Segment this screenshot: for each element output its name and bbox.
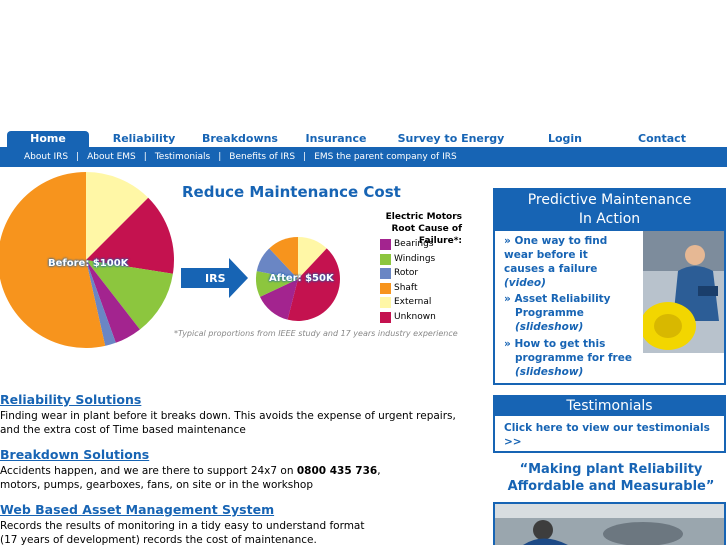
legend-swatch xyxy=(380,239,391,250)
asset-management-link[interactable]: Web Based Asset Management System xyxy=(0,502,275,517)
legend-item: Rotor xyxy=(380,268,418,279)
asset-management-description: Records the results of monitoring in a tidy easy to understand format (17 years of development) records the cost of maintenance. xyxy=(0,520,365,546)
tab-contact[interactable]: Contact xyxy=(638,132,686,145)
legend-swatch xyxy=(380,254,391,265)
legend-swatch xyxy=(380,268,391,279)
footnote: *Typical proportions from IEEE study and 17 years industry experience xyxy=(174,329,458,338)
legend-item: Windings xyxy=(380,254,435,265)
subnav-benefits[interactable]: Benefits of IRS xyxy=(229,152,296,162)
subnav-separator: | xyxy=(303,152,307,162)
subnav-about-ems[interactable]: About EMS xyxy=(87,152,136,162)
testimonials-panel xyxy=(493,395,726,453)
arrow-label: IRS xyxy=(205,272,226,285)
legend-item: Unknown xyxy=(380,312,436,323)
legend-swatch xyxy=(380,283,391,294)
workshop-photo xyxy=(493,502,726,545)
legend-item: Shaft xyxy=(380,283,417,294)
reliability-description: Finding wear in plant before it breaks down. This avoids the expense of urgent repairs, and the extra cost of Time based maintenance xyxy=(0,410,456,436)
subnav-separator: | xyxy=(218,152,222,162)
testimonials-link[interactable]: Click here to view our testimonials >> xyxy=(504,422,710,448)
tagline-quote: “Making plant Reliability Affordable and Measurable” xyxy=(507,462,715,494)
subnav-testimonials[interactable]: Testimonials xyxy=(154,152,211,162)
subnav-about-irs[interactable]: About IRS xyxy=(24,152,69,162)
tab-reliability[interactable]: Reliability xyxy=(112,132,176,145)
phone-number: 0800 435 736 xyxy=(296,465,378,477)
legend-swatch xyxy=(380,297,391,308)
tab-survey-to-energy[interactable]: Survey to Energy xyxy=(397,132,505,145)
pm-link-find-wear[interactable]: » One way to find wear before it causes a failure (video) xyxy=(504,235,608,289)
pm-link-asset-reliability[interactable]: » Asset Reliability Programme (slideshow) xyxy=(504,293,611,333)
legend-item: External xyxy=(380,297,431,308)
before-label: Before: $100K xyxy=(48,258,129,269)
breakdown-solutions-link[interactable]: Breakdown Solutions xyxy=(0,447,150,462)
tab-login[interactable]: Login xyxy=(547,132,583,145)
after-label: After: $50K xyxy=(269,273,334,284)
worker-photo xyxy=(643,231,724,353)
subnav-separator: | xyxy=(143,152,147,162)
tab-home[interactable]: Home xyxy=(7,131,89,147)
page-title: Reduce Maintenance Cost xyxy=(182,183,401,201)
reliability-solutions-link[interactable]: Reliability Solutions xyxy=(0,392,142,407)
sub-nav xyxy=(0,147,727,167)
subnav-separator: | xyxy=(76,152,80,162)
panel-title: Predictive Maintenance In Action xyxy=(495,190,724,231)
testimonials-title: Testimonials xyxy=(495,397,724,416)
legend-title: Electric Motors Root Cause of Failure*: xyxy=(385,212,462,246)
pm-link-free-programme[interactable]: » How to get this programme for free (slideshow) xyxy=(504,338,632,378)
breakdown-description: Accidents happen, and we are there to support 24x7 on 0800 435 736, motors, pumps, gearboxes, fans, on site or in the workshop xyxy=(0,465,381,491)
main-nav xyxy=(0,131,727,147)
tab-insurance[interactable]: Insurance xyxy=(305,132,367,145)
tab-breakdowns[interactable]: Breakdowns xyxy=(202,132,278,145)
subnav-ems-parent[interactable]: EMS the parent company of IRS xyxy=(314,152,457,162)
legend-item: Bearings xyxy=(380,239,434,250)
predictive-maintenance-panel xyxy=(493,188,726,385)
legend-swatch xyxy=(380,312,391,323)
